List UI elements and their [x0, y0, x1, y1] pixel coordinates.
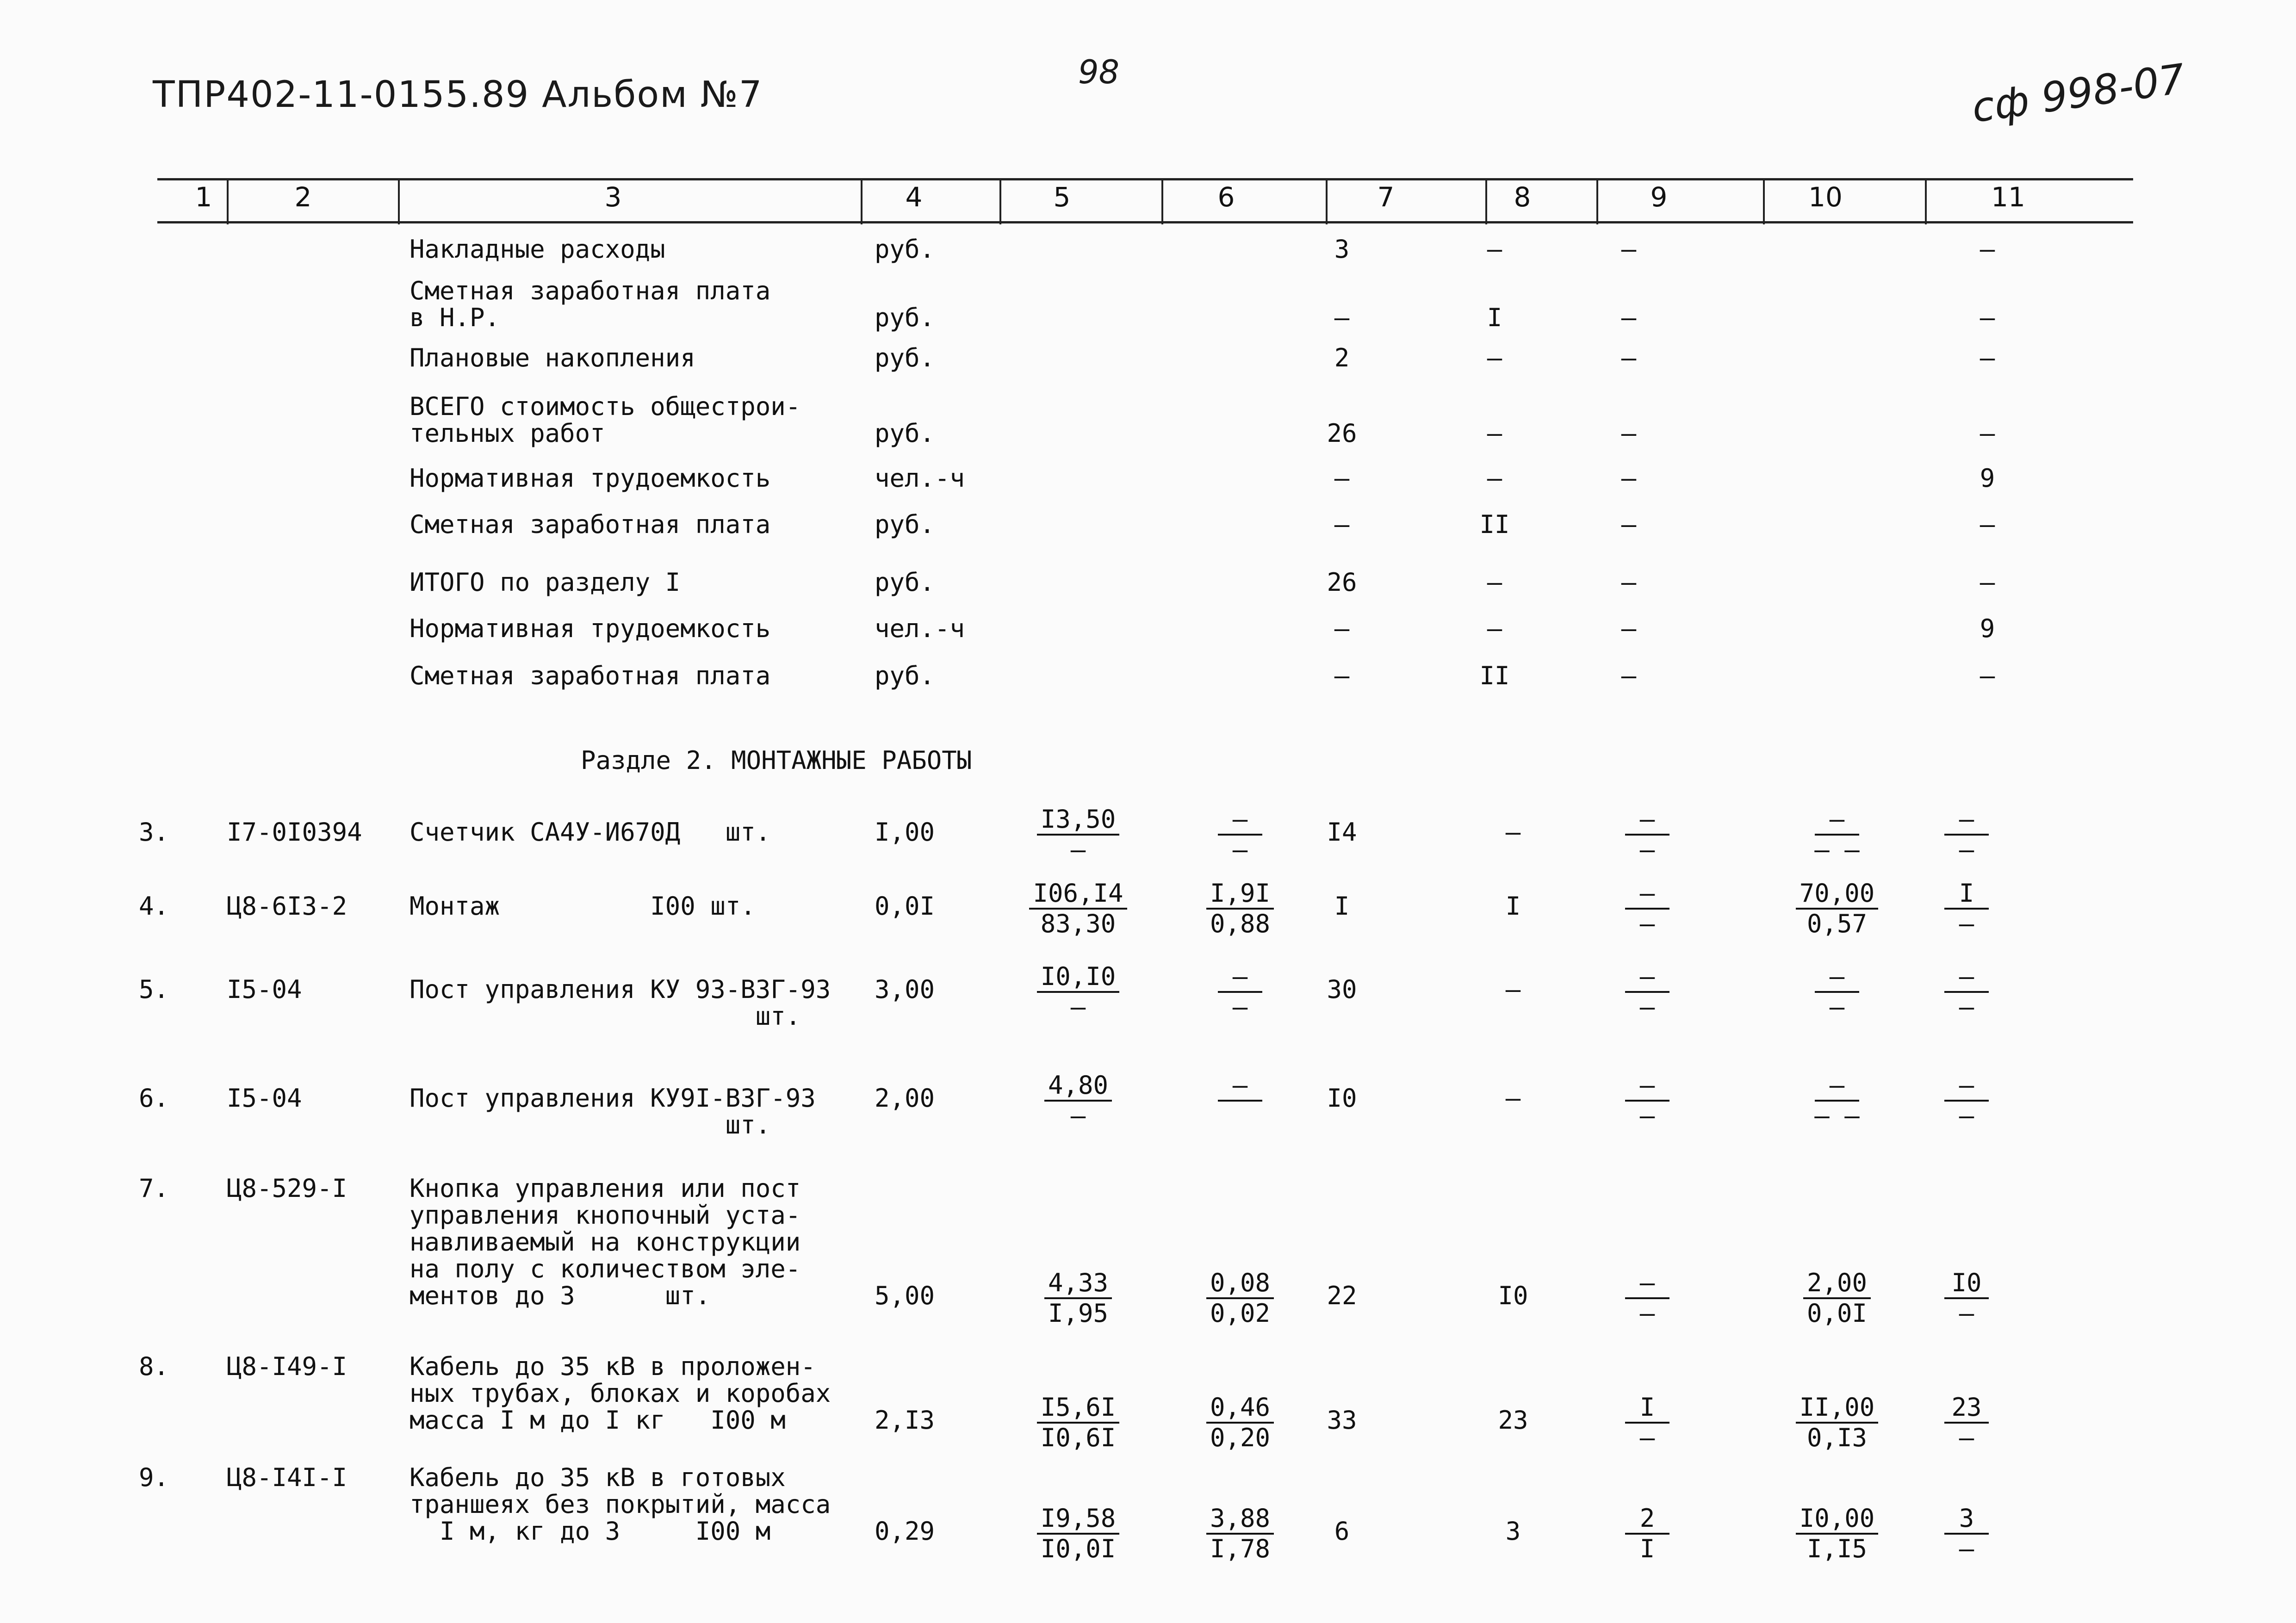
summary-row-col11: –	[1980, 510, 1995, 539]
summary-row-unit: руб.	[875, 235, 935, 264]
fraction-top: –	[1218, 962, 1262, 993]
summary-row-name: Плановые накопления	[410, 343, 695, 372]
fraction-bottom: 0,57	[1806, 909, 1868, 938]
fraction-top: 4,80	[1044, 1071, 1112, 1102]
fraction-bottom: I,95	[1048, 1299, 1109, 1328]
fraction-top: 0,08	[1206, 1269, 1274, 1299]
fraction-bottom: –	[1639, 835, 1655, 864]
fraction-top: 70,00	[1796, 879, 1879, 910]
column-divider	[1596, 178, 1598, 224]
item-quantity: 2,00	[875, 1084, 935, 1113]
fraction-bottom: 0,88	[1210, 909, 1271, 938]
item-number: 5.	[139, 975, 169, 1004]
fraction-bottom: –	[1959, 1534, 1974, 1563]
summary-row-col8: –	[1487, 568, 1502, 597]
item-number: 4.	[139, 892, 169, 921]
fraction-top: –	[1944, 962, 1989, 993]
item-quantity: 0,29	[875, 1517, 935, 1546]
document-code: сф 998-07	[1969, 55, 2188, 132]
fraction-bottom: –	[1232, 835, 1248, 864]
fraction-bottom: –	[1959, 992, 1974, 1022]
item-col7: 30	[1327, 975, 1357, 1004]
summary-row-col7: –	[1334, 303, 1350, 332]
summary-row-col8: –	[1487, 614, 1502, 643]
summary-row-col9: –	[1621, 303, 1637, 332]
item-c10-fraction	[1777, 962, 1897, 1022]
summary-row-col7: –	[1334, 510, 1350, 539]
item-c11-fraction	[1906, 1269, 2027, 1328]
item-name: Пост управления КУ9I-ВЗГ-93 шт.	[410, 1084, 816, 1140]
fraction-top: I	[1625, 1393, 1669, 1424]
item-c11-fraction	[1906, 1071, 2027, 1130]
item-c11-fraction	[1906, 962, 2027, 1022]
summary-row-col9: –	[1621, 614, 1637, 643]
column-number: 6	[1217, 181, 1235, 213]
item-col8: –	[1505, 818, 1521, 847]
item-code: I5-04	[227, 975, 302, 1004]
column-divider	[1925, 178, 1927, 224]
item-c10-fraction	[1777, 1269, 1897, 1328]
fraction-top: –	[1625, 879, 1669, 910]
fraction-top: 3,88	[1206, 1504, 1274, 1535]
summary-row-col8: —	[1487, 343, 1502, 372]
item-c10-fraction	[1777, 879, 1897, 938]
summary-row-col7: –	[1334, 661, 1350, 690]
item-c10-fraction	[1777, 805, 1897, 864]
column-number: 5	[1053, 181, 1071, 213]
fraction-top: –	[1815, 1071, 1859, 1102]
summary-row-col9: –	[1621, 343, 1637, 372]
summary-row-col11: –	[1980, 661, 1995, 690]
fraction-bottom: I,I5	[1806, 1534, 1868, 1563]
summary-row-col7: –	[1334, 614, 1350, 643]
summary-row-col11: 9	[1980, 464, 1995, 493]
fraction-bottom: –	[1959, 909, 1974, 938]
fraction-top: –	[1218, 805, 1262, 836]
item-c9-fraction	[1587, 805, 1707, 864]
item-col7: I0	[1327, 1084, 1357, 1113]
item-c9-fraction	[1587, 1071, 1707, 1130]
fraction-top: 2	[1625, 1504, 1669, 1535]
fraction-bottom: –	[1959, 835, 1974, 864]
item-c6-fraction	[1180, 1071, 1300, 1102]
item-code: Ц8-I4I-I	[227, 1463, 348, 1492]
item-c6-fraction	[1180, 805, 1300, 864]
item-c11-fraction	[1906, 805, 2027, 864]
column-number: 7	[1377, 181, 1395, 213]
item-name: Кнопка управления или пост управления кнопочный уста- навливаемый на конструкции на полу с количеством эле- ментов до 3 шт.	[410, 1174, 801, 1310]
item-number: 7.	[139, 1174, 169, 1203]
item-col8: I0	[1498, 1281, 1528, 1310]
item-number: 8.	[139, 1352, 169, 1381]
item-c9-fraction	[1587, 879, 1707, 938]
fraction-bottom: 0,0I	[1806, 1299, 1868, 1328]
fraction-bottom: I0,6I	[1040, 1423, 1116, 1452]
fraction-top: I5,6I	[1037, 1393, 1120, 1424]
fraction-top: I,9I	[1206, 879, 1274, 910]
item-code: Ц8-6I3-2	[227, 892, 348, 921]
item-name: Кабель до 35 кВ в проложен- ных трубах, блоках и коробах масса I м до I кг I00 м	[410, 1352, 831, 1435]
item-quantity: 5,00	[875, 1281, 935, 1310]
summary-row-col7: 26	[1327, 568, 1357, 597]
item-c11-fraction	[1906, 1393, 2027, 1452]
item-code: I7-0I0394	[227, 818, 362, 847]
column-number: 1	[195, 181, 212, 213]
fraction-top: I0,00	[1796, 1504, 1879, 1535]
item-col7: 6	[1334, 1517, 1350, 1546]
fraction-top: 23	[1944, 1393, 1989, 1424]
fraction-top: –	[1625, 1071, 1669, 1102]
fraction-bottom: I,78	[1210, 1534, 1271, 1563]
summary-row-col9: –	[1621, 510, 1637, 539]
summary-row-col11: –	[1980, 568, 1995, 597]
item-c11-fraction	[1906, 1504, 2027, 1563]
column-number: 3	[604, 181, 622, 213]
item-quantity: 0,0I	[875, 892, 935, 921]
fraction-bottom: – –	[1814, 835, 1860, 864]
item-name: Счетчик СА4У-И670Д шт.	[410, 818, 771, 847]
fraction-top: –	[1625, 805, 1669, 836]
summary-row-name: Сметная заработная плата в Н.Р.	[410, 276, 771, 332]
item-name: Пост управления КУ 93-ВЗГ-93 шт.	[410, 975, 831, 1031]
item-c6-fraction	[1180, 962, 1300, 1022]
summary-row-name: Нормативная трудоемкость	[410, 614, 771, 643]
table-header-rule	[157, 221, 2133, 223]
item-number: 3.	[139, 818, 169, 847]
fraction-top: I0	[1944, 1269, 1989, 1299]
fraction-top: II,00	[1796, 1393, 1879, 1424]
summary-row-unit: руб.	[875, 303, 935, 332]
summary-row-col8: I	[1487, 303, 1502, 332]
summary-row-unit: руб.	[875, 568, 935, 597]
item-col8: 3	[1505, 1517, 1521, 1546]
fraction-top: 4,33	[1044, 1269, 1112, 1299]
item-quantity: 2,I3	[875, 1406, 935, 1435]
item-number: 6.	[139, 1084, 169, 1113]
summary-row-unit: чел.-ч	[875, 464, 965, 493]
fraction-bottom: – –	[1814, 1101, 1860, 1130]
summary-row-col7: 3	[1334, 235, 1350, 264]
summary-row-name: Сметная заработная плата	[410, 510, 771, 539]
summary-row-col9: –	[1621, 568, 1637, 597]
fraction-bottom: –	[1639, 1423, 1655, 1452]
summary-row-name: ИТОГО по разделу I	[410, 568, 681, 597]
fraction-top: I3,50	[1037, 805, 1120, 836]
summary-row-name: Сметная заработная плата	[410, 661, 771, 690]
item-quantity: I,00	[875, 818, 935, 847]
column-number: 2	[294, 181, 312, 213]
item-col7: 33	[1327, 1406, 1357, 1435]
summary-row-col8: –	[1487, 419, 1502, 448]
item-c5-fraction	[1018, 1269, 1138, 1328]
summary-row-unit: руб.	[875, 510, 935, 539]
summary-row-col8: –	[1487, 235, 1502, 264]
column-divider	[999, 178, 1001, 224]
item-c5-fraction	[1018, 1071, 1138, 1130]
summary-row-col9: –	[1621, 661, 1637, 690]
summary-row-name: ВСЕГО стоимость общестрои- тельных работ	[410, 392, 801, 448]
item-name: Кабель до 35 кВ в готовых траншеях без покрытий, масса I м, кг до 3 I00 м	[410, 1463, 831, 1546]
fraction-top: 3	[1944, 1504, 1989, 1535]
item-c5-fraction	[1018, 1393, 1138, 1452]
summary-row-col7: 26	[1327, 419, 1357, 448]
item-col7: I	[1334, 892, 1350, 921]
item-col8: I	[1505, 892, 1521, 921]
summary-row-col11: –	[1980, 419, 1995, 448]
summary-row-col8: II	[1479, 510, 1510, 539]
fraction-bottom: –	[1070, 835, 1086, 864]
item-c6-fraction	[1180, 879, 1300, 938]
fraction-top: I	[1944, 879, 1989, 910]
fraction-bottom: –	[1959, 1101, 1974, 1130]
fraction-top: I06,I4	[1029, 879, 1127, 910]
fraction-top: 0,46	[1206, 1393, 1274, 1424]
fraction-bottom: –	[1639, 1299, 1655, 1328]
summary-row-col11: 9	[1980, 614, 1995, 643]
summary-row-col7: 2	[1334, 343, 1350, 372]
summary-row-col8: II	[1479, 661, 1510, 690]
fraction-top: 2,00	[1803, 1269, 1871, 1299]
summary-row-col11: –	[1980, 235, 1995, 264]
fraction-bottom: –	[1070, 992, 1086, 1022]
item-c9-fraction	[1587, 1504, 1707, 1563]
summary-row-unit: чел.-ч	[875, 614, 965, 643]
fraction-top: –	[1944, 805, 1989, 836]
fraction-bottom: –	[1070, 1101, 1086, 1130]
item-c9-fraction	[1587, 962, 1707, 1022]
fraction-bottom: –	[1959, 1423, 1974, 1452]
fraction-bottom: –	[1639, 1101, 1655, 1130]
item-c11-fraction	[1906, 879, 2027, 938]
column-number: 9	[1650, 181, 1668, 213]
summary-row-col9: –	[1621, 464, 1637, 493]
document-reference: ТПР402-11-0155.89 Альбом №7	[153, 74, 763, 116]
item-col7: I4	[1327, 818, 1357, 847]
fraction-bottom: –	[1232, 992, 1248, 1022]
fraction-top: I9,58	[1037, 1504, 1120, 1535]
item-c9-fraction	[1587, 1393, 1707, 1452]
summary-row-name: Нормативная трудоемкость	[410, 464, 771, 493]
column-divider	[398, 178, 400, 224]
column-divider	[1763, 178, 1765, 224]
item-c5-fraction	[1018, 805, 1138, 864]
item-c10-fraction	[1777, 1071, 1897, 1130]
item-col8: 23	[1498, 1406, 1528, 1435]
fraction-bottom: –	[1639, 909, 1655, 938]
fraction-top: –	[1625, 1269, 1669, 1299]
item-name: Монтаж I00 шт.	[410, 892, 756, 921]
fraction-top: –	[1625, 962, 1669, 993]
item-number: 9.	[139, 1463, 169, 1492]
page-number: 98	[1078, 53, 1120, 91]
summary-row-col9: –	[1621, 235, 1637, 264]
fraction-bottom: I0,0I	[1040, 1534, 1116, 1563]
item-code: Ц8-I49-I	[227, 1352, 348, 1381]
fraction-bottom: –	[1829, 992, 1845, 1022]
summary-row-unit: руб.	[875, 419, 935, 448]
column-number: 4	[905, 181, 923, 213]
item-col7: 22	[1327, 1281, 1357, 1310]
item-code: I5-04	[227, 1084, 302, 1113]
item-col8: –	[1505, 975, 1521, 1004]
item-quantity: 3,00	[875, 975, 935, 1004]
item-c10-fraction	[1777, 1504, 1897, 1563]
fraction-bottom: 0,20	[1210, 1423, 1271, 1452]
summary-row-col11: –	[1980, 343, 1995, 372]
column-number: 10	[1808, 181, 1843, 213]
section-title: Раздле 2. МОНТАЖНЫЕ РАБОТЫ	[581, 746, 972, 775]
fraction-top: I0,I0	[1037, 962, 1120, 993]
item-c5-fraction	[1018, 1504, 1138, 1563]
summary-row-unit: руб.	[875, 343, 935, 372]
fraction-bottom: 0,I3	[1806, 1423, 1868, 1452]
summary-row-col7: –	[1334, 464, 1350, 493]
item-code: Ц8-529-I	[227, 1174, 348, 1203]
fraction-bottom: –	[1639, 992, 1655, 1022]
item-c5-fraction	[1018, 879, 1138, 938]
column-number: 8	[1514, 181, 1531, 213]
fraction-top: –	[1815, 805, 1859, 836]
summary-row-name: Накладные расходы	[410, 235, 665, 264]
summary-row-col11: –	[1980, 303, 1995, 332]
item-c10-fraction	[1777, 1393, 1897, 1452]
column-divider	[1326, 178, 1328, 224]
summary-row-unit: руб.	[875, 661, 935, 690]
column-divider	[1161, 178, 1163, 224]
fraction-bottom: I	[1639, 1534, 1655, 1563]
summary-row-col9: –	[1621, 419, 1637, 448]
item-c6-fraction	[1180, 1393, 1300, 1452]
column-divider	[861, 178, 863, 224]
item-c9-fraction	[1587, 1269, 1707, 1328]
fraction-bottom: –	[1959, 1299, 1974, 1328]
fraction-top: –	[1944, 1071, 1989, 1102]
fraction-top: –	[1815, 962, 1859, 993]
fraction-bottom: 83,30	[1040, 909, 1116, 938]
item-c6-fraction	[1180, 1504, 1300, 1563]
fraction-top: –	[1218, 1071, 1262, 1102]
item-c6-fraction	[1180, 1269, 1300, 1328]
column-number: 11	[1991, 181, 2025, 213]
table-top-rule	[157, 178, 2133, 180]
item-c5-fraction	[1018, 962, 1138, 1022]
item-col8: –	[1505, 1084, 1521, 1113]
summary-row-col8: –	[1487, 464, 1502, 493]
fraction-bottom: 0,02	[1210, 1299, 1271, 1328]
